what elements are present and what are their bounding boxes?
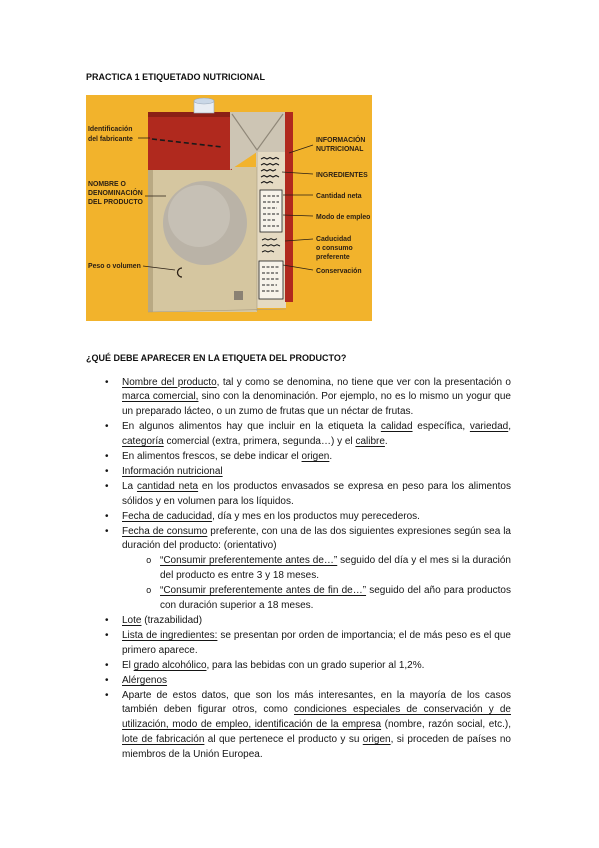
document-title: PRACTICA 1 ETIQUETADO NUTRICIONAL xyxy=(86,72,265,82)
carton-top-panel xyxy=(148,112,232,170)
section-heading: ¿QUÉ DEBE APARECER EN LA ETIQUETA DEL PRODUCTO? xyxy=(86,353,347,363)
list-item xyxy=(105,510,511,525)
sub-bullet-marker: o xyxy=(146,586,152,597)
list-item xyxy=(105,450,511,465)
carton-edge-stripe xyxy=(285,112,293,302)
list-item xyxy=(105,420,512,450)
text-segment: del producto es entre 3 y 18 meses. xyxy=(160,570,319,582)
text-segment: primero aparece. xyxy=(122,644,198,656)
list-item-text xyxy=(122,510,511,525)
text-line xyxy=(122,733,511,748)
text-line xyxy=(122,629,511,644)
list-item-text xyxy=(122,629,511,659)
text-line xyxy=(122,435,511,450)
list-item-text xyxy=(122,480,511,510)
list-item-text xyxy=(122,674,511,689)
text-segment: El xyxy=(122,659,134,671)
text-line xyxy=(122,718,511,733)
requirements-list xyxy=(105,376,512,764)
list-item xyxy=(105,525,511,614)
text-segment: miembros de la Unión Europea. xyxy=(122,749,263,761)
list-item-text xyxy=(122,689,511,764)
text-line xyxy=(122,674,511,689)
list-item-text xyxy=(122,614,511,629)
barcode-square xyxy=(234,291,243,300)
label-product-name: DENOMINACIÓN xyxy=(88,190,143,197)
label-manufacturer: del fabricante xyxy=(88,136,133,143)
bullet-marker: • xyxy=(105,689,109,701)
milk-carton xyxy=(148,98,293,312)
text-segment: también deben figurar otros, como xyxy=(122,704,294,716)
bullet-marker: • xyxy=(105,510,109,522)
label-ingredients: INGREDIENTES xyxy=(316,172,368,179)
label-storage: Conservación xyxy=(316,268,362,275)
list-item xyxy=(105,465,511,480)
text-line xyxy=(122,405,511,420)
product-name-circle-highlight xyxy=(168,185,230,247)
underlined-term: categoría xyxy=(122,436,164,448)
text-line xyxy=(122,614,511,629)
text-line xyxy=(160,599,511,614)
text-segment: . xyxy=(329,451,333,463)
text-line xyxy=(122,420,511,435)
underlined-term: Fecha de caducidad xyxy=(122,510,213,522)
text-segment: (trazabilidad) xyxy=(141,615,203,626)
bullet-marker: • xyxy=(105,421,109,433)
storage-box xyxy=(259,261,283,299)
underlined-term: Alérgenos xyxy=(122,674,168,686)
text-segment: , día y mes en los productos muy perecederos. xyxy=(212,510,420,522)
text-line xyxy=(122,495,511,510)
text-segment: un preparado lácteo, o un zumo de frutas que un néctar de frutas. xyxy=(122,406,414,418)
underlined-term: grado alcohólico xyxy=(133,659,207,671)
underlined-term: calidad xyxy=(380,421,413,433)
label-expiry: preferente xyxy=(316,254,350,261)
underlined-term: Información nutricional xyxy=(122,465,223,477)
label-product-name: DEL PRODUCTO xyxy=(88,199,143,206)
label-weight: Peso o volumen xyxy=(88,263,141,270)
text-segment: comercial (extra, primera, segunda…) y el xyxy=(163,436,356,448)
underlined-term: origen xyxy=(301,451,330,463)
text-segment: La xyxy=(122,480,137,492)
text-line xyxy=(122,659,511,674)
underlined-term: cantidad neta xyxy=(136,480,199,492)
text-line xyxy=(122,390,511,405)
text-segment: preferente, con una de las dos siguientes expresiones según sea la xyxy=(207,525,511,537)
underlined-term: calibre xyxy=(355,436,385,448)
underlined-term: Nombre del producto xyxy=(122,376,217,388)
bullet-marker: • xyxy=(105,615,109,626)
list-item-text xyxy=(122,376,511,421)
label-manufacturer: Identificación xyxy=(88,126,133,133)
text-segment: duración del producto: (orientativo) xyxy=(122,540,277,552)
sub-bullet-marker: o xyxy=(146,556,152,567)
label-nutrition: NUTRICIONAL xyxy=(316,146,364,153)
text-line xyxy=(122,689,511,704)
text-segment: seguido del año para productos xyxy=(366,585,511,597)
text-line xyxy=(122,465,511,480)
text-segment: Aparte de estos datos, que son los más interesantes, en la mayoría de los casos xyxy=(122,689,511,701)
text-segment: se presentan por orden de importancia; el de más peso es el que xyxy=(217,629,511,641)
list-item-text xyxy=(122,659,511,674)
label-expiry: o consumo xyxy=(316,245,353,252)
bullet-marker: • xyxy=(105,465,109,477)
text-line xyxy=(160,569,511,584)
net-quantity-box xyxy=(260,190,282,232)
list-item-text xyxy=(122,525,511,614)
label-product-name: NOMBRE O xyxy=(88,181,126,188)
text-segment: sólidos y en volumen para los líquidos. xyxy=(122,495,294,507)
cap-top xyxy=(194,98,214,104)
text-segment: específica, xyxy=(412,421,470,433)
text-line xyxy=(122,450,511,465)
list-item xyxy=(105,689,511,764)
carton-cap xyxy=(194,98,214,113)
underlined-term: Lista de ingredientes: xyxy=(122,629,218,641)
text-segment: , tal y como se denomina, no tiene que ver con la presentación o xyxy=(216,376,511,388)
bullet-marker: • xyxy=(105,376,109,388)
text-segment: , xyxy=(508,421,512,433)
underlined-term: Lote xyxy=(122,615,142,626)
text-line xyxy=(122,525,511,540)
bullet-marker: • xyxy=(105,480,109,492)
text-line xyxy=(122,510,511,525)
text-line xyxy=(160,554,511,569)
list-item xyxy=(105,376,511,421)
text-line xyxy=(122,480,511,495)
bullet-marker: • xyxy=(105,525,109,537)
carton-top-shadow xyxy=(148,112,232,117)
text-line xyxy=(122,644,511,659)
carton-front-shade xyxy=(148,167,153,312)
text-line xyxy=(122,703,511,718)
underlined-term: utilización, modo de empleo, identificación de la empresa xyxy=(122,719,382,731)
list-item-text xyxy=(122,450,511,465)
text-line xyxy=(122,748,511,763)
text-segment: En algunos alimentos hay que incluir en la etiqueta la xyxy=(122,421,381,433)
text-line xyxy=(122,539,511,554)
list-item xyxy=(105,659,511,674)
underlined-term: marca comercial, xyxy=(122,391,199,403)
bullet-marker: • xyxy=(105,629,109,641)
underlined-term: “Consumir preferentemente antes de…” xyxy=(160,555,338,567)
list-item xyxy=(105,480,511,510)
sub-list-item xyxy=(146,584,511,614)
bullet-marker: • xyxy=(105,659,109,671)
text-segment: con duración superior a 18 meses. xyxy=(160,600,314,612)
bullet-marker: • xyxy=(105,674,109,686)
list-item xyxy=(105,614,511,629)
underlined-term: condiciones especiales de conservación y de xyxy=(293,704,511,716)
text-segment: seguido del día y el mes si la duración xyxy=(337,555,511,567)
label-net-quantity: Cantidad neta xyxy=(316,193,362,200)
text-segment: , para las bebidas con un grado superior al 1,2%. xyxy=(206,659,425,671)
list-item-text xyxy=(122,420,511,450)
list-item-text xyxy=(122,465,511,480)
text-segment: al que pertenece el producto y su xyxy=(204,734,363,746)
sub-list-item xyxy=(146,554,511,584)
underlined-term: variedad xyxy=(469,421,509,433)
list-item xyxy=(105,629,511,659)
text-segment: En alimentos frescos, se debe indicar el xyxy=(122,451,302,463)
text-segment: . xyxy=(384,436,388,448)
food-label-illustration xyxy=(86,95,372,321)
underlined-term: lote de fabricación xyxy=(122,734,205,746)
label-expiry: Caducidad xyxy=(316,236,352,243)
underlined-term: origen xyxy=(362,734,391,746)
text-segment: , si proceden de países no xyxy=(390,734,511,746)
text-segment: sino con la denominación. Por ejemplo, no es lo mismo un yogur que xyxy=(198,391,511,403)
text-segment: en los productos envasados se expresa en peso para los alimentos xyxy=(198,480,511,492)
label-usage: Modo de empleo xyxy=(316,214,371,221)
text-line xyxy=(160,584,511,599)
list-item xyxy=(105,674,511,689)
label-nutrition: INFORMACIÓN xyxy=(316,137,366,144)
underlined-term: Fecha de consumo xyxy=(122,525,208,537)
text-segment: (nombre, razón social, etc.), xyxy=(381,719,511,731)
bullet-marker: • xyxy=(105,451,109,463)
underlined-term: “Consumir preferentemente antes de fin de…” xyxy=(160,585,367,597)
text-line xyxy=(122,376,511,391)
